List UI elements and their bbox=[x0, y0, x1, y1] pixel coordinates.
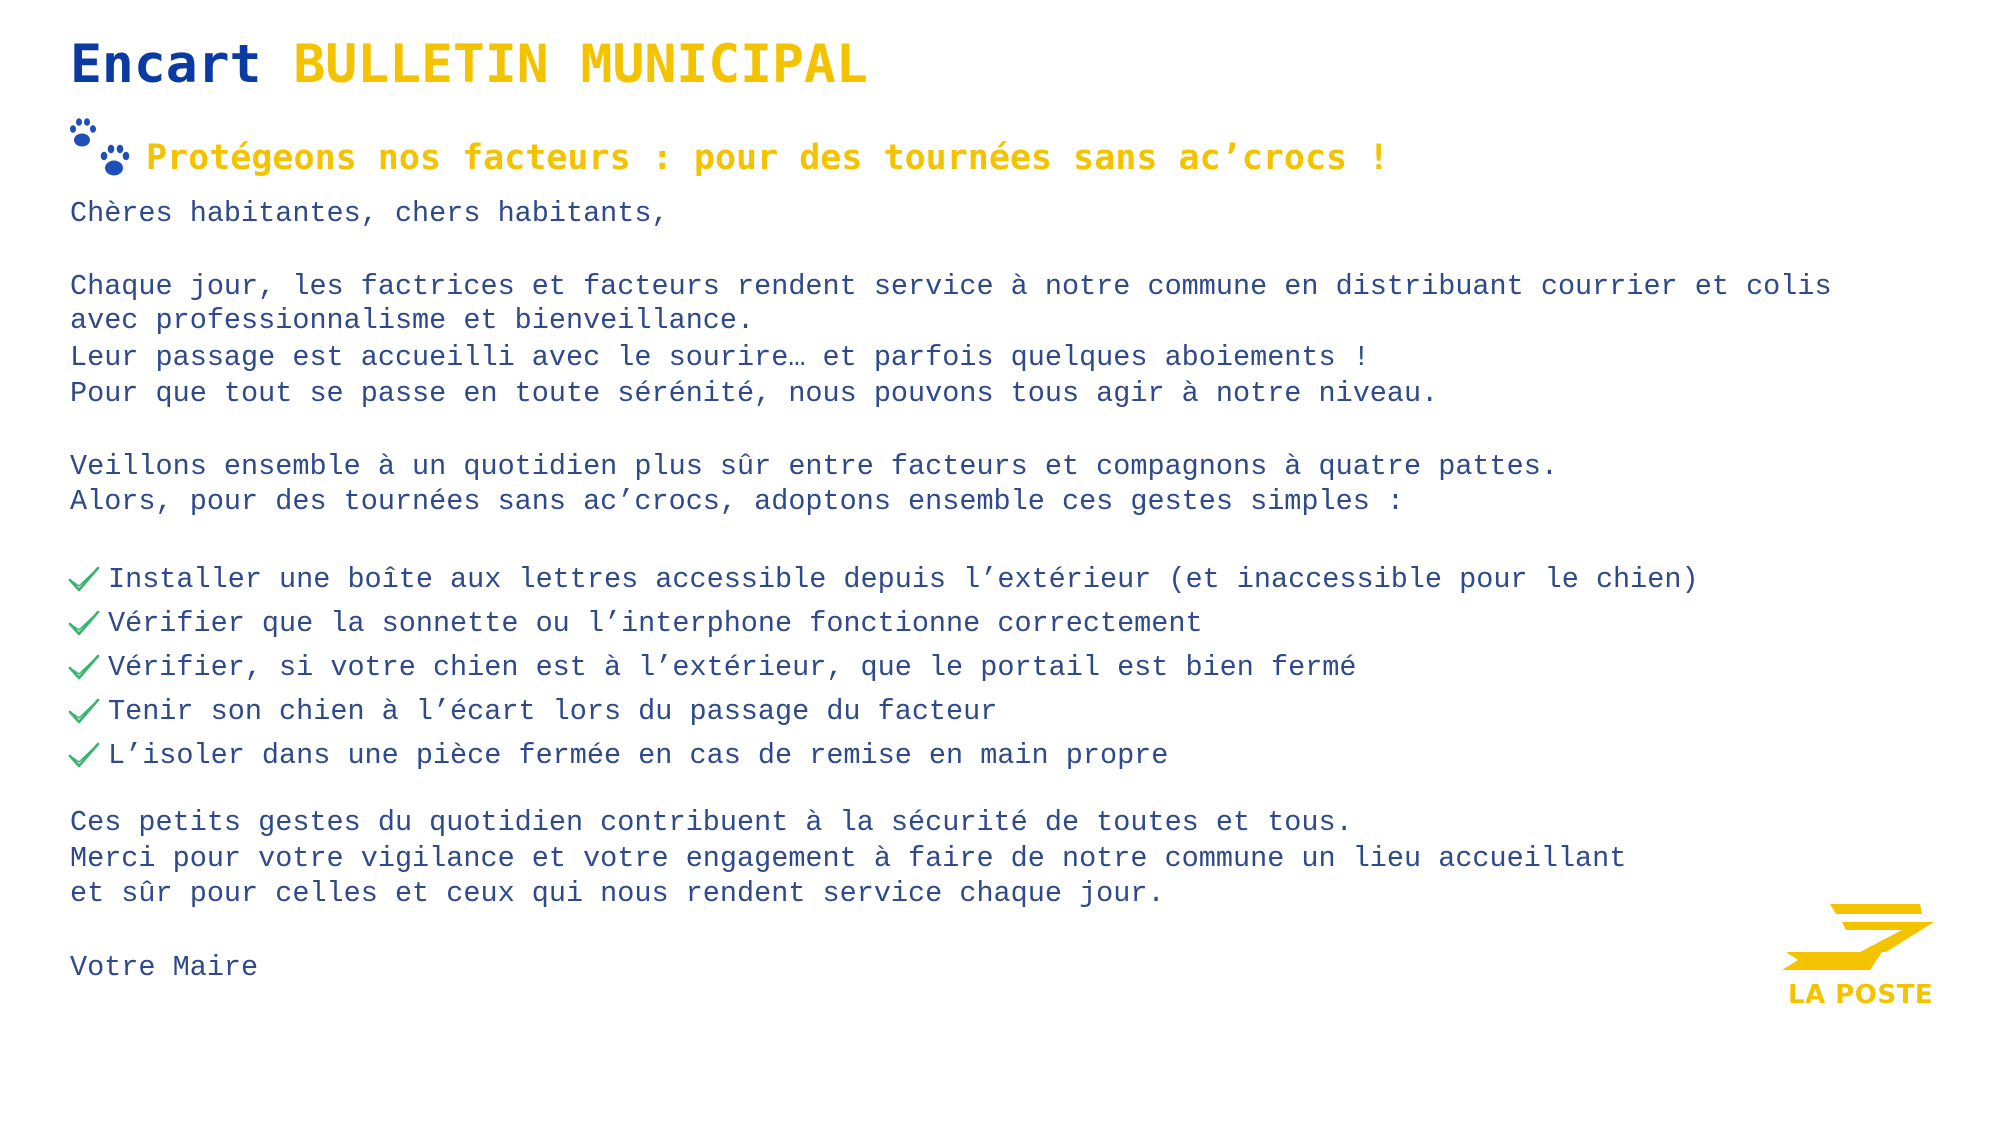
la-poste-logo-text: LA POSTE bbox=[1788, 980, 1934, 1010]
checklist bbox=[68, 558, 1699, 778]
paragraph-line: Pour que tout se passe en toute sérénité, nous pouvons tous agir à notre niveau. bbox=[70, 377, 1439, 410]
paragraph-line: Chaque jour, les factrices et facteurs rendent service à notre commune en distribuant courrier et colis bbox=[70, 270, 1832, 303]
checklist-item bbox=[68, 690, 1699, 734]
paragraph-line: avec professionnalisme et bienveillance. bbox=[70, 304, 755, 337]
checklist-item-label: Tenir son chien à l’écart lors du passage du facteur bbox=[108, 695, 998, 728]
title-bulletin-municipal: BULLETIN MUNICIPAL bbox=[293, 34, 868, 95]
title-encart: Encart bbox=[70, 34, 262, 95]
check-icon bbox=[68, 565, 100, 595]
check-icon bbox=[68, 697, 100, 727]
greeting: Chères habitantes, chers habitants, bbox=[70, 197, 669, 230]
paragraph-line: Veillons ensemble à un quotidien plus sûr entre facteurs et compagnons à quatre pattes. bbox=[70, 450, 1558, 483]
closing-line: et sûr pour celles et ceux qui nous rendent service chaque jour. bbox=[70, 877, 1165, 910]
check-icon bbox=[68, 741, 100, 771]
page-title bbox=[70, 32, 868, 98]
paragraph-line: Alors, pour des tournées sans ac’crocs, adoptons ensemble ces gestes simples : bbox=[70, 485, 1405, 518]
checklist-item-label: Vérifier, si votre chien est à l’extérieur, que le portail est bien fermé bbox=[108, 651, 1357, 684]
checklist-item bbox=[68, 646, 1699, 690]
check-icon bbox=[68, 653, 100, 683]
checklist-item bbox=[68, 558, 1699, 602]
signature: Votre Maire bbox=[70, 951, 259, 984]
checklist-item-label: Installer une boîte aux lettres accessible depuis l’extérieur (et inaccessible pour le chien) bbox=[108, 563, 1699, 596]
subtitle-row bbox=[68, 116, 1389, 180]
subtitle: Protégeons nos facteurs : pour des tournées sans ac’crocs ! bbox=[146, 138, 1390, 178]
checklist-item bbox=[68, 602, 1699, 646]
paws-icon bbox=[68, 116, 134, 180]
checklist-item-label: Vérifier que la sonnette ou l’interphone fonctionne correctement bbox=[108, 607, 1203, 640]
checklist-item-label: L’isoler dans une pièce fermée en cas de remise en main propre bbox=[108, 739, 1169, 772]
la-poste-logo-icon bbox=[1772, 900, 1952, 980]
closing-line: Ces petits gestes du quotidien contribuent à la sécurité de toutes et tous. bbox=[70, 806, 1353, 839]
la-poste-logo bbox=[1772, 900, 1952, 1018]
paragraph-line: Leur passage est accueilli avec le sourire… et parfois quelques aboiements ! bbox=[70, 341, 1370, 374]
check-icon bbox=[68, 609, 100, 639]
closing-line: Merci pour votre vigilance et votre engagement à faire de notre commune un lieu accueillant bbox=[70, 842, 1627, 875]
checklist-item bbox=[68, 734, 1699, 778]
